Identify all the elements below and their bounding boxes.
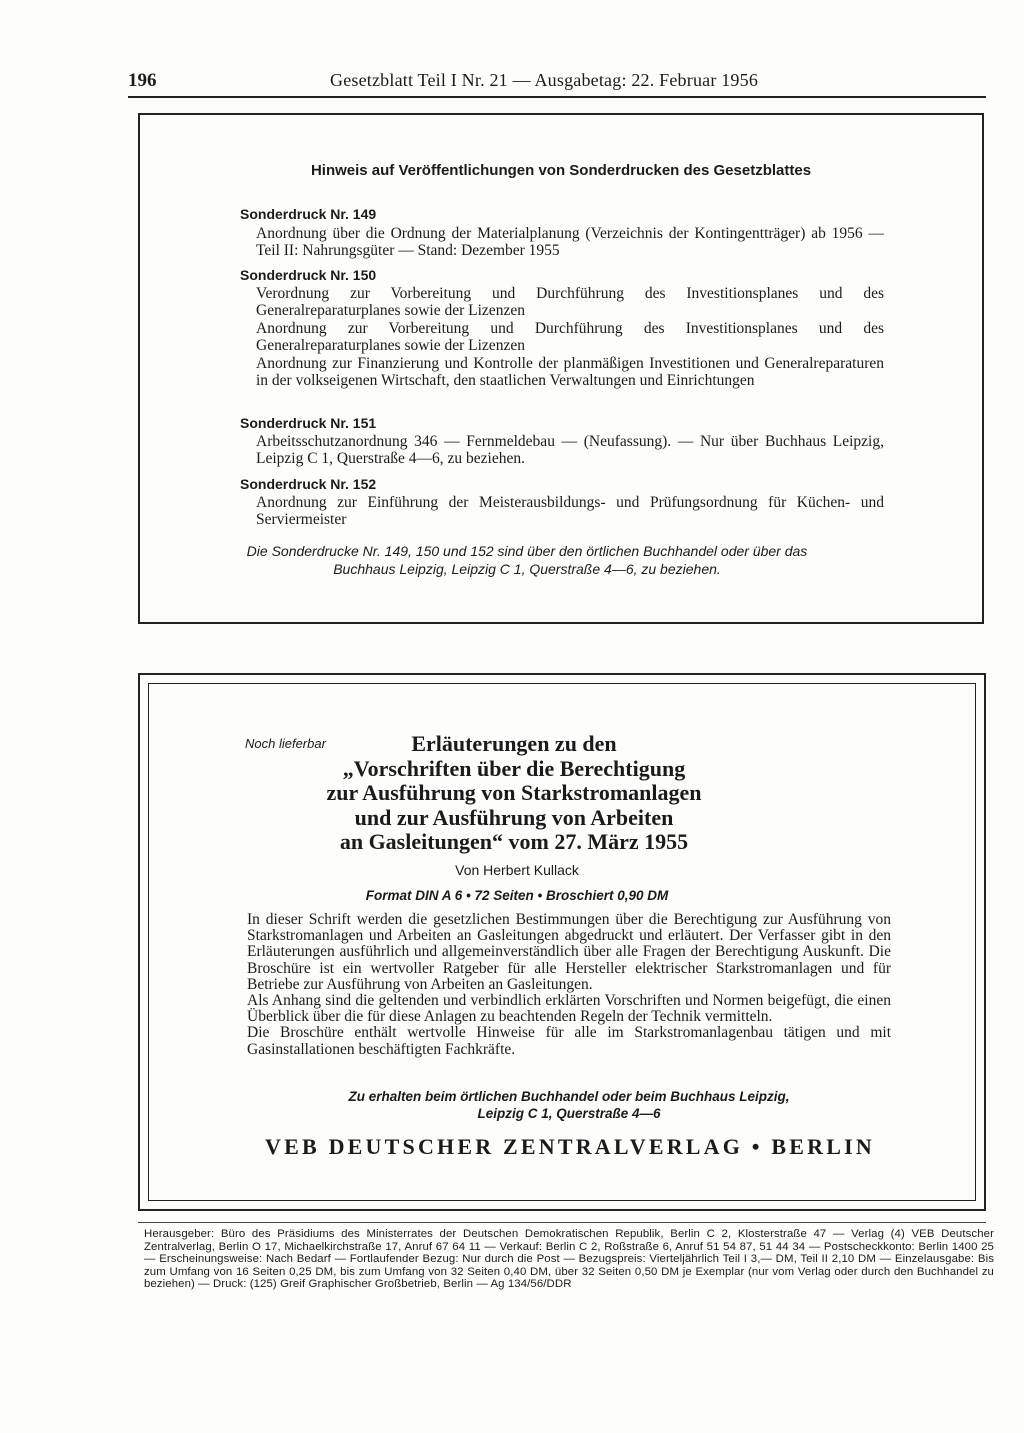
advert-box <box>138 673 986 1211</box>
running-title: Gesetzblatt Teil I Nr. 21 — Ausgabetag: 22. Februar 1956 <box>330 70 759 90</box>
sonderdruck-entry: Verordnung zur Vorbereitung und Durchführung des Investitionsplanes und des Generalreparaturplanes sowie der Lizenzen <box>256 285 884 319</box>
advert-title <box>304 732 724 855</box>
sonderdruck-entry: Anordnung zur Finanzierung und Kontrolle der planmäßigen Investitionen und Generalreparaturen in der volkseigenen Wirtschaft, den staatlichen Verwaltungen und Einrichtungen <box>256 355 884 389</box>
sonderdruck-entry: Anordnung zur Einführung der Meisterausbildungs- und Prüfungsordnung für Küchen- und Serviermeister <box>256 494 884 528</box>
publisher-name: VEB DEUTSCHER ZENTRALVERLAG • BERLIN <box>265 1134 875 1159</box>
advert-title-line: an Gasleitungen“ vom 27. März 1955 <box>339 829 689 854</box>
page-header <box>128 70 986 96</box>
sonderdruck-heading: Sonderdruck Nr. 150 <box>240 267 377 283</box>
advert-paragraph: Als Anhang sind die geltenden und verbindlich erklärten Vorschriften und Normen beigefügt, die einen Überblick über die für diese Anlagen zu beachtenden Regeln der Technik vermitteln. <box>247 992 891 1026</box>
imprint-rule <box>138 1222 986 1223</box>
advert-title-line: „Vorschriften über die Berechtigung <box>342 755 686 781</box>
advert-title-line: zur Ausführung von Starkstromanlagen <box>326 780 702 805</box>
sonderdruck-notice-box <box>138 113 984 624</box>
sonderdruck-entry: Anordnung über die Ordnung der Materialplanung (Verzeichnis der Kontingentträger) ab 1956 — Teil II: Nahrungsgüter — Stand: Dezember 1955 <box>256 225 884 259</box>
advert-contact <box>299 1088 839 1122</box>
advert-title-line: und zur Ausführung von Arbeiten <box>354 804 674 830</box>
advert-contact-line: Zu erhalten beim örtlichen Buchhandel oder beim Buchhaus Leipzig, <box>348 1089 790 1104</box>
sonderdruck-heading: Sonderdruck Nr. 149 <box>240 206 377 222</box>
sonderdruck-heading: Sonderdruck Nr. 151 <box>240 415 377 431</box>
advert-author: Von Herbert Kullack <box>455 862 579 878</box>
advert-paragraph: In dieser Schrift werden die gesetzlichen Bestimmungen über die Berechtigung zur Ausführung von Starkstromanlagen und Arbeiten an Gasleitungen abgedruckt und erläutert. Der Verfasser gibt in den Erläuterungen ausführlich und allgemeinverständlich über alle Fragen der Berechtigung Auskunft. Die Broschüre ist ein wertvoller Ratgeber für alle Hersteller elektrischer Starkstromanlagen und für Betriebe zur Ausführung von Arbeiten an Gasleitungen. <box>247 911 891 993</box>
availability-label: Noch lieferbar <box>245 736 326 751</box>
sonderdruck-entry: Arbeitsschutzanordnung 346 — Fernmeldebau — (Neufassung). — Nur über Buchhaus Leipzig, Leipzig C 1, Querstraße 4—6, zu beziehen. <box>256 433 884 467</box>
sonderdruck-entry: Anordnung zur Vorbereitung und Durchführung des Investitionsplanes und des Generalreparaturplanes sowie der Lizenzen <box>256 320 884 354</box>
advert-title-line: Erläuterungen zu den <box>411 731 617 756</box>
advert-format: Format DIN A 6 • 72 Seiten • Broschiert 0,90 DM <box>365 888 669 903</box>
header-rule <box>128 96 986 98</box>
advert-paragraph: Die Broschüre enthält wertvolle Hinweise für alle im Starkstromanlagenbau tätigen und mit Gasinstallationen beschäftigten Fachkräfte. <box>247 1024 891 1058</box>
imprint-text: Herausgeber: Büro des Präsidiums des Ministerrates der Deutschen Demokratischen Republik, Berlin C 2, Klosterstraße 47 — Verlag (4) VEB Deutscher Zentralverlag, Berlin O 17, Michaelkirchstraße 17, Anruf 67 64 11 — Verkauf: Berlin C 2, Roßstraße 6, Anruf 51 54 87, 51 44 34 — Postscheckkonto: Berlin 1400 25 — Erscheinungsweise: Nach Bedarf — Fortlaufender Bezug: Nur durch die Post — Bezugspreis: Vierteljährlich Teil I 3,— DM, Teil II 2,10 DM — Einzelausgabe: Bis zum Umfang von 16 Seiten 0,25 DM, bis zum Umfang von 32 Seiten 0,40 DM, über 32 Seiten 0,50 DM je Exemplar (nur vom Verlag oder durch den Buchhandel zu beziehen) — Druck: (125) Greif Graphischer Großbetrieb, Berlin — Ag 134/56/DDR <box>144 1228 994 1291</box>
page-number: 196 <box>128 70 157 91</box>
advert-body <box>247 912 891 1058</box>
advert-inner-frame <box>148 683 976 1201</box>
advert-contact-line: Leipzig C 1, Querstraße 4—6 <box>477 1106 661 1121</box>
notice-title: Hinweis auf Veröffentlichungen von Sonderdrucken des Gesetzblattes <box>310 162 812 179</box>
availability-note: Die Sonderdrucke Nr. 149, 150 und 152 sind über den örtlichen Buchhandel oder über das Buchhaus Leipzig, Leipzig C 1, Querstraße 4—6, zu beziehen. <box>246 543 808 577</box>
sonderdruck-heading: Sonderdruck Nr. 152 <box>240 476 377 492</box>
